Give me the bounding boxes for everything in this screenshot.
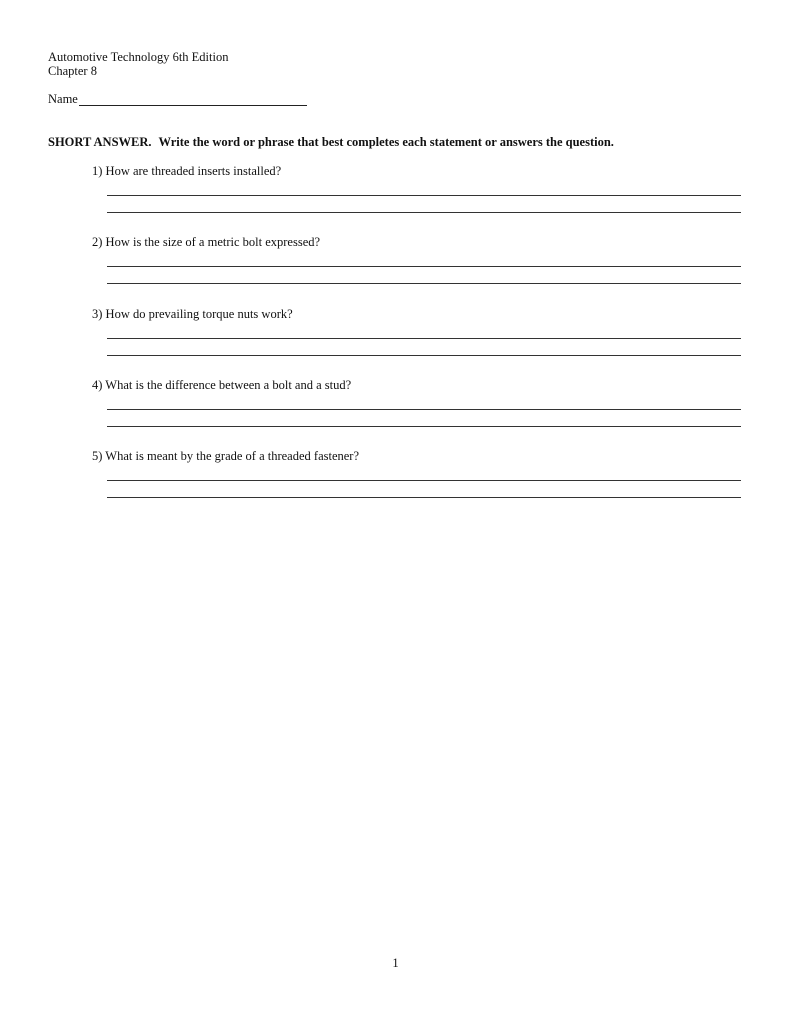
chapter-label: Chapter 8 — [48, 64, 97, 78]
answer-line[interactable] — [107, 283, 741, 284]
name-label: Name — [48, 92, 78, 106]
section-heading: SHORT ANSWER. — [48, 135, 152, 149]
book-title: Automotive Technology 6th Edition — [48, 50, 229, 64]
question-text: 1) How are threaded inserts installed? — [92, 164, 282, 178]
question-text: 4) What is the difference between a bolt and a stud? — [92, 378, 352, 392]
answer-line[interactable] — [107, 338, 741, 339]
name-row — [48, 92, 307, 106]
answer-line[interactable] — [107, 212, 741, 213]
question-text: 5) What is meant by the grade of a threaded fastener? — [92, 449, 360, 463]
answer-line[interactable] — [107, 266, 741, 267]
answer-line[interactable] — [107, 195, 741, 196]
name-field[interactable] — [79, 93, 307, 106]
answer-line[interactable] — [107, 409, 741, 410]
section-instructions — [48, 134, 614, 150]
question-text: 2) How is the size of a metric bolt expressed? — [92, 235, 321, 249]
answer-line[interactable] — [107, 497, 741, 498]
question-text: 3) How do prevailing torque nuts work? — [92, 307, 293, 321]
section-instruction-text: Write the word or phrase that best completes each statement or answers the question. — [158, 135, 614, 149]
answer-line[interactable] — [107, 480, 741, 481]
answer-line[interactable] — [107, 355, 741, 356]
page-number: 1 — [392, 956, 399, 970]
answer-line[interactable] — [107, 426, 741, 427]
